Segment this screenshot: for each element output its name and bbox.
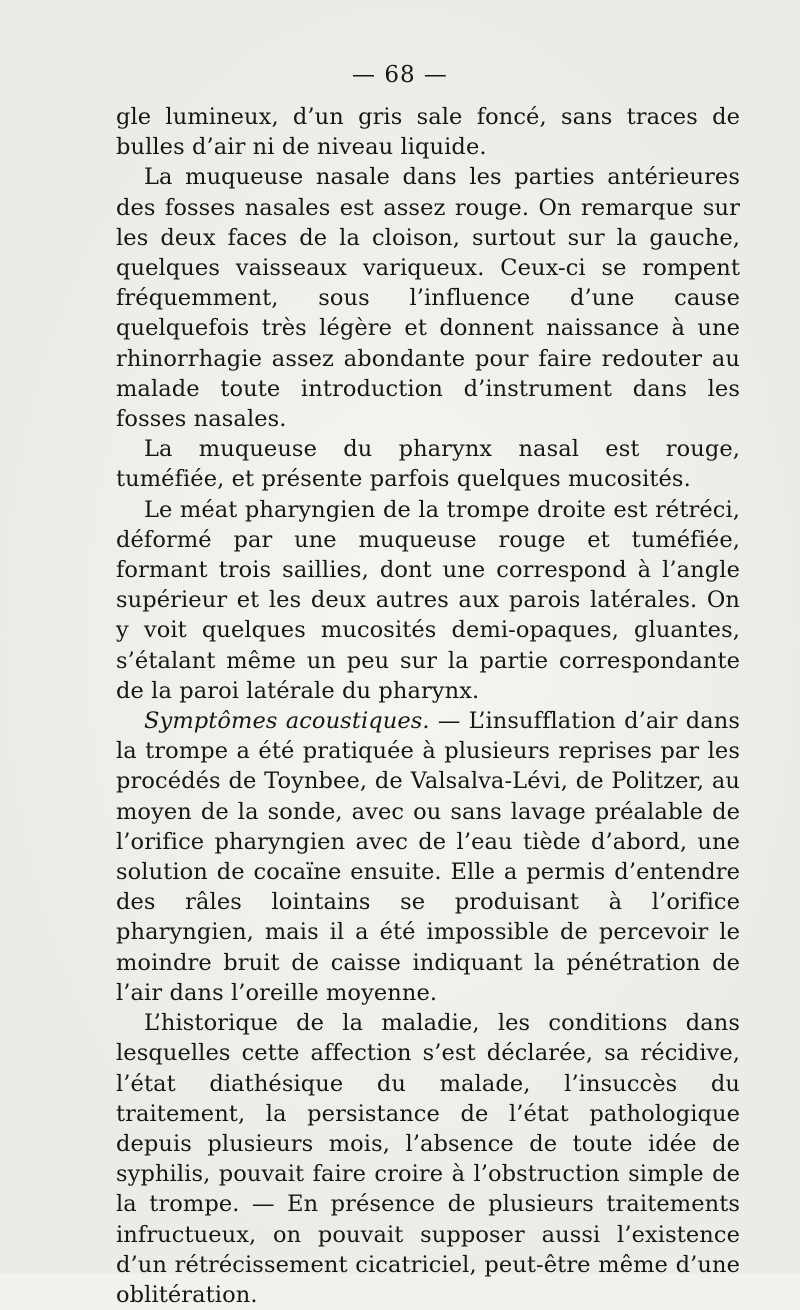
paragraph-3	[116, 434, 740, 494]
paragraph-4	[116, 495, 740, 706]
paragraph-5	[116, 706, 740, 1008]
page-number: — 68 —	[352, 62, 448, 88]
paragraph-1	[116, 102, 740, 162]
paragraph-2-text: La muqueuse nasale dans les parties antérieures des fosses nasales est assez rouge. On remarque sur les deux faces de la cloison, surtout sur la gauche, quelques vaisseaux variqueux. Ceux-ci se rompent fréquemment, sous l’influence d’une cause quelquefois très légère et donnent naissance à une rhinorrhagie assez abondante pour faire redouter au malade toute introduction d’instrument dans les fosses nasales.	[116, 164, 740, 433]
paragraph-3-text: La muqueuse du pharynx nasal est rouge, tuméfiée, et présente parfois quelques mucosités.	[116, 436, 740, 493]
paragraph-6-text: L’historique de la maladie, les conditions dans lesquelles cette affection s’est déclarée, sa récidive, l’état diathésique du malade, l’insuccès du traitement, la persistance de l’état pathologique depuis plusieurs mois, l’absence de toute idée de syphilis, pouvait faire croire à l’obstruction simple de la trompe. — En présence de plusieurs traitements infructueux, on pouvait supposer aussi l’existence d’un rétrécissement cicatriciel, peut-être même d’une oblitération.	[116, 1010, 740, 1308]
paragraph-2	[116, 162, 740, 434]
body-text	[116, 102, 740, 1310]
paragraph-4-text: Le méat pharyngien de la trompe droite est rétréci, déformé par une muqueuse rouge et tuméfiée, formant trois saillies, dont une correspond à l’angle supérieur et les deux autres aux parois latérales. On y voit quelques mucosités demi-opaques, gluantes, s’étalant même un peu sur la partie correspondante de la paroi latérale du pharynx.	[116, 496, 740, 704]
paragraph-5-text: — L’insufflation d’air dans la trompe a été pratiquée à plusieurs reprises par les procédés de Toynbee, de Valsalva-Lévi, de Politzer, au moyen de la sonde, avec ou sans lavage préalable de l’orifice pharyngien avec de l’eau tiède d’abord, une solution de cocaïne ensuite. Elle a permis d’entendre des râles lointains se produisant à l’orifice pharyngien, mais il a été impossible de percevoir le moindre bruit de caisse indiquant la pénétration de l’air dans l’oreille moyenne.	[116, 708, 740, 1006]
paragraph-6	[116, 1008, 740, 1310]
section-heading-symptomes-acoustiques: Symptômes acoustiques.	[144, 708, 430, 735]
paragraph-1-text: gle lumineux, d’un gris sale foncé, sans traces de bulles d’air ni de niveau liquide.	[116, 104, 740, 161]
